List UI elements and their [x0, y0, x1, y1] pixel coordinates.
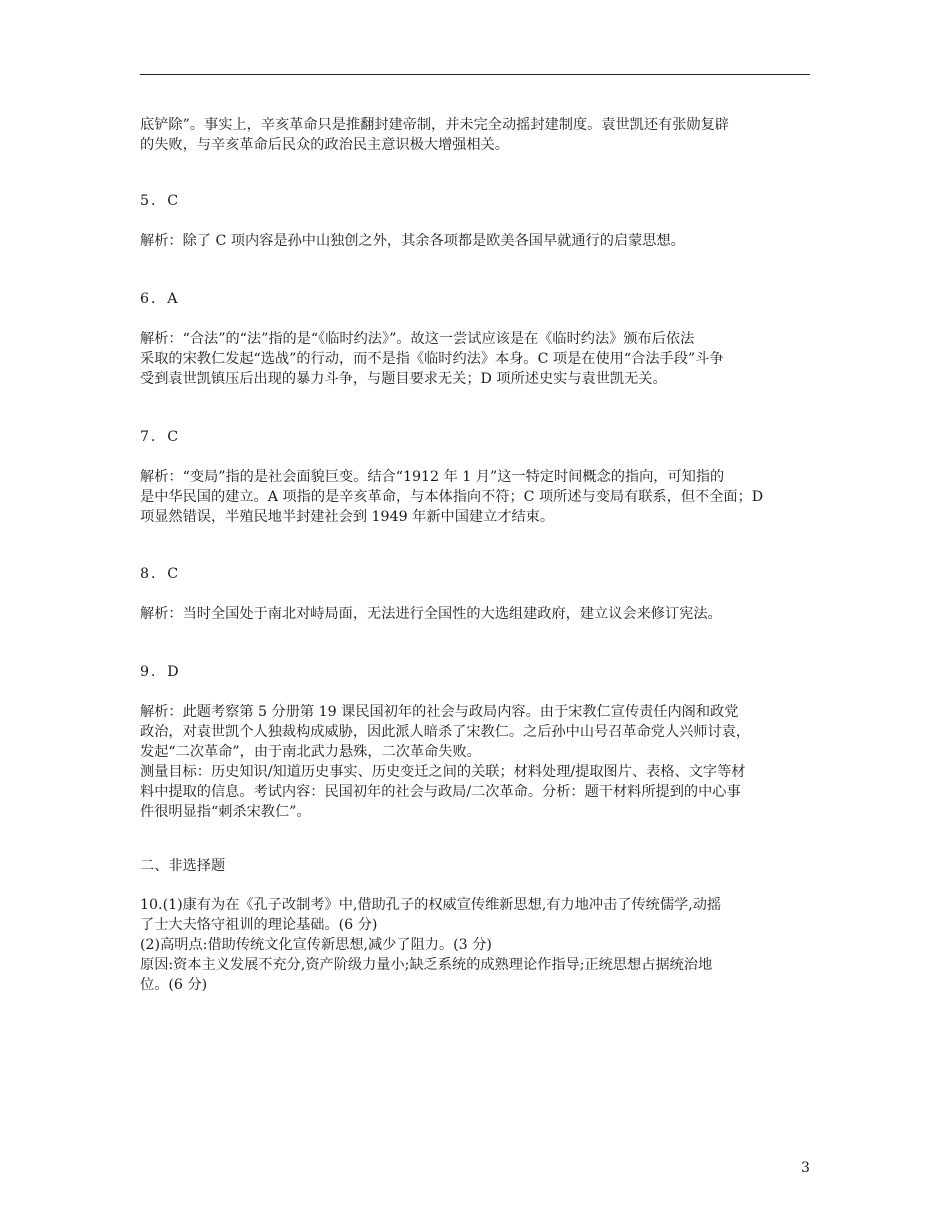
text-line: 测量目标：历史知识/知道历史事实、历史变迁之间的关联；材料处理/提取图片、表格、文字等材 — [140, 764, 746, 780]
text-line: 发起“二次革命”，由于南北武力悬殊，二次革命失败。 — [140, 744, 481, 760]
text-line: 位。(6 分) — [140, 977, 208, 993]
q5-answer: 5．C — [140, 193, 181, 209]
text-line: 项显然错误，半殖民地半封建社会到 1949 年新中国建立才结束。 — [140, 509, 555, 525]
page-number: 3 — [801, 1160, 810, 1176]
q9-explanation — [140, 702, 812, 822]
q5-explanation — [140, 231, 812, 251]
q9-answer: 9．D — [140, 664, 181, 680]
text-line: 受到袁世凯镇压后出现的暴力斗争，与题目要求无关；D 项所述史实与袁世凯无关。 — [140, 371, 667, 387]
text-line: 件很明显指“刺杀宋教仁”。 — [140, 804, 311, 820]
q6-explanation — [140, 329, 812, 389]
text-line: 料中提取的信息。考试内容：民国初年的社会与政局/二次革命。分析：题干材料所提到的中心事 — [140, 784, 741, 800]
text-line: 解析：此题考察第 5 分册第 19 课民国初年的社会与政局内容。由于宋教仁宣传责任内阁和政党 — [140, 704, 739, 720]
q6-answer: 6．A — [140, 291, 180, 307]
q7-explanation — [140, 467, 812, 527]
intro-paragraph — [140, 115, 812, 155]
text-line: 10.(1)康有为在《孔子改制考》中,借助孔子的权威宣传维新思想,有力地冲击了传统儒学,动摇 — [140, 897, 722, 913]
q7-answer: 7．C — [140, 429, 181, 445]
text-line: 解析：当时全国处于南北对峙局面，无法进行全国性的大选组建政府，建立议会来修订宪法。 — [140, 606, 722, 622]
section-heading: 二、非选择题 — [140, 858, 226, 874]
text-line: (2)高明点:借助传统文化宣传新思想,减少了阻力。(3 分) — [140, 937, 492, 953]
q8-answer: 8．C — [140, 566, 181, 582]
text-line: 采取的宋教仁发起“选战”的行动，而不是指《临时约法》本身。C 项是在使用“合法手段”斗争 — [140, 351, 724, 367]
text-line: 的失败，与辛亥革命后民众的政治民主意识极大增强相关。 — [140, 137, 509, 153]
text-line: 解析：“变局”指的是社会面貌巨变。结合“1912 年 1 月”这一特定时间概念的指向，可知指的 — [140, 469, 725, 485]
text-line: 原因:资本主义发展不充分,资产阶级力量小;缺乏系统的成熟理论作指导;正统思想占据统治地 — [140, 957, 713, 973]
text-line: 解析：“合法”的“法”指的是“《临时约法》”。故这一尝试应该是在《临时约法》颁布后依法 — [140, 331, 695, 347]
text-line: 解析：除了 C 项内容是孙中山独创之外，其余各项都是欧美各国早就通行的启蒙思想。 — [140, 233, 685, 249]
q8-explanation — [140, 604, 812, 624]
text-line: 了士大夫恪守祖训的理论基础。(6 分) — [140, 917, 378, 933]
text-line: 底铲除”。事实上，辛亥革命只是推翻封建帝制，并未完全动摇封建制度。袁世凯还有张勋复辟 — [140, 117, 729, 133]
header-rule — [140, 74, 810, 75]
q10-answer — [140, 895, 812, 995]
text-line: 是中华民国的建立。A 项指的是辛亥革命，与本体指向不符；C 项所述与变局有联系，但不全面；D — [140, 489, 764, 505]
text-line: 政治，对袁世凯个人独裁构成威胁，因此派人暗杀了宋教仁。之后孙中山号召革命党人兴师讨袁， — [140, 724, 751, 740]
